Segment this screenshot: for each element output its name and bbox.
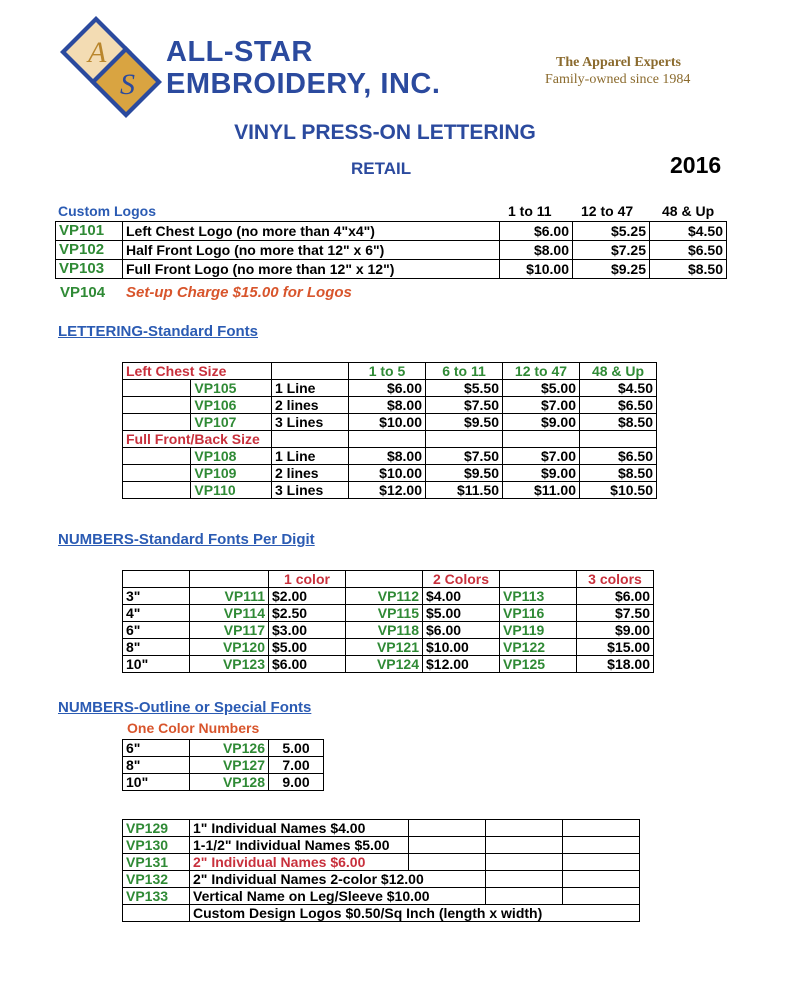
item-description: Full Front Logo (no more than 12" x 12") — [123, 260, 500, 279]
table-row — [123, 757, 324, 774]
empty-cell — [486, 854, 563, 871]
empty-cell — [190, 571, 269, 588]
size-cell: 10" — [123, 656, 190, 673]
company-name-line2: EMBROIDERY, INC. — [166, 68, 441, 100]
price-cell: $10.00 — [500, 260, 573, 279]
empty-cell — [426, 431, 503, 448]
empty-cell — [563, 837, 640, 854]
price-cell: $7.50 — [426, 397, 503, 414]
col-12-to-47: 12 to 47 — [581, 203, 634, 219]
table-row — [123, 588, 654, 605]
item-description: 2" Individual Names $6.00 — [190, 854, 409, 871]
col-header: 1 color — [269, 571, 346, 588]
price-cell: $12.00 — [423, 656, 500, 673]
price-cell: $6.50 — [580, 397, 657, 414]
price-cell: $10.50 — [580, 482, 657, 499]
item-description: Half Front Logo (no more that 12" x 6") — [123, 241, 500, 260]
empty-cell — [486, 820, 563, 837]
table-row — [123, 380, 657, 397]
table-row — [123, 774, 324, 791]
item-code: VP112 — [346, 588, 423, 605]
price-cell: $6.00 — [349, 380, 426, 397]
table-row — [123, 605, 654, 622]
empty-cell — [123, 905, 190, 922]
page-subtitle: RETAIL — [351, 159, 412, 178]
empty-cell — [409, 837, 486, 854]
price-cell: $7.25 — [573, 241, 650, 260]
item-description: 1-1/2" Individual Names $5.00 — [190, 837, 409, 854]
price-cell: $6.00 — [500, 222, 573, 241]
item-code: VP106 — [191, 397, 272, 414]
col-48-up: 48 & Up — [662, 203, 715, 219]
empty-cell — [580, 431, 657, 448]
custom-logos-table — [55, 221, 727, 279]
table-row — [56, 222, 727, 241]
table-row — [123, 639, 654, 656]
item-description: Vertical Name on Leg/Sleeve $10.00 — [190, 888, 486, 905]
price-cell: $5.50 — [426, 380, 503, 397]
empty-cell — [409, 820, 486, 837]
numbers-outline-heading: NUMBERS-Outline or Special Fonts — [58, 699, 312, 716]
price-cell: 7.00 — [269, 757, 324, 774]
price-cell: $8.50 — [580, 465, 657, 482]
price-cell: $8.50 — [650, 260, 727, 279]
price-cell: $8.50 — [580, 414, 657, 431]
size-cell: 10" — [123, 774, 190, 791]
price-year: 2016 — [670, 152, 722, 178]
item-code: VP129 — [123, 820, 190, 837]
price-cell: $9.00 — [577, 622, 654, 639]
price-cell: $8.00 — [349, 448, 426, 465]
item-code: VP127 — [190, 757, 269, 774]
col-header: 48 & Up — [580, 363, 657, 380]
price-cell: $5.00 — [269, 639, 346, 656]
price-cell: $8.00 — [500, 241, 573, 260]
lines-cell: 3 Lines — [272, 482, 349, 499]
table-row — [123, 820, 640, 837]
size-cell: 4" — [123, 605, 190, 622]
price-cell: $5.00 — [503, 380, 580, 397]
item-code: VP131 — [123, 854, 190, 871]
item-description: Custom Design Logos $0.50/Sq Inch (length x width) — [190, 905, 640, 922]
price-cell: $2.00 — [269, 588, 346, 605]
names-table — [122, 819, 640, 922]
price-cell: $8.00 — [349, 397, 426, 414]
col-header: 6 to 11 — [426, 363, 503, 380]
item-code: VP126 — [190, 740, 269, 757]
lines-cell: 2 lines — [272, 465, 349, 482]
item-code: VP111 — [190, 588, 269, 605]
full-front-back-size-label: Full Front/Back Size — [123, 431, 272, 448]
table-row — [123, 363, 657, 380]
empty-cell — [409, 854, 486, 871]
item-code: VP101 — [56, 222, 123, 241]
col-header: 12 to 47 — [503, 363, 580, 380]
table-row — [123, 656, 654, 673]
empty-cell — [123, 414, 191, 431]
item-code: VP107 — [191, 414, 272, 431]
table-row — [123, 448, 657, 465]
empty-cell — [272, 431, 349, 448]
empty-cell — [563, 854, 640, 871]
item-description: 1" Individual Names $4.00 — [190, 820, 409, 837]
price-cell: $4.50 — [650, 222, 727, 241]
table-row — [123, 871, 640, 888]
item-code: VP110 — [191, 482, 272, 499]
size-cell: 6" — [123, 740, 190, 757]
numbers-standard-table — [122, 570, 654, 673]
empty-cell — [346, 571, 423, 588]
price-cell: $15.00 — [577, 639, 654, 656]
setup-code: VP104 — [60, 284, 106, 301]
empty-cell — [272, 363, 349, 380]
price-cell: $6.00 — [269, 656, 346, 673]
col-1-to-11: 1 to 11 — [508, 203, 552, 219]
numbers-standard-heading: NUMBERS-Standard Fonts Per Digit — [58, 531, 315, 548]
table-row — [123, 740, 324, 757]
one-color-numbers-label: One Color Numbers — [127, 720, 260, 736]
item-code: VP103 — [56, 260, 123, 279]
size-cell: 8" — [123, 639, 190, 656]
price-cell: $4.00 — [423, 588, 500, 605]
size-cell: 3" — [123, 588, 190, 605]
item-code: VP114 — [190, 605, 269, 622]
price-cell: 9.00 — [269, 774, 324, 791]
empty-cell — [349, 431, 426, 448]
price-cell: $7.50 — [426, 448, 503, 465]
col-header: 3 colors — [577, 571, 654, 588]
table-row — [56, 260, 727, 279]
empty-cell — [486, 871, 563, 888]
svg-text:S: S — [120, 68, 135, 101]
item-code: VP115 — [346, 605, 423, 622]
price-cell: $10.00 — [349, 414, 426, 431]
table-row — [123, 888, 640, 905]
lines-cell: 1 Line — [272, 380, 349, 397]
price-cell: $5.00 — [423, 605, 500, 622]
item-code: VP102 — [56, 241, 123, 260]
numbers-outline-table — [122, 739, 324, 791]
lines-cell: 1 Line — [272, 448, 349, 465]
table-row — [56, 241, 727, 260]
price-cell: $6.50 — [580, 448, 657, 465]
tagline: The Apparel Experts — [556, 55, 681, 70]
empty-cell — [500, 571, 577, 588]
price-cell: $7.50 — [577, 605, 654, 622]
item-code: VP132 — [123, 871, 190, 888]
price-cell: $11.50 — [426, 482, 503, 499]
empty-cell — [563, 888, 640, 905]
item-code: VP122 — [500, 639, 577, 656]
table-row — [123, 622, 654, 639]
item-description: Left Chest Logo (no more than 4"x4") — [123, 222, 500, 241]
price-cell: $7.00 — [503, 397, 580, 414]
price-cell: $10.00 — [423, 639, 500, 656]
price-cell: $6.00 — [423, 622, 500, 639]
lines-cell: 2 lines — [272, 397, 349, 414]
price-cell: $4.50 — [580, 380, 657, 397]
empty-cell — [503, 431, 580, 448]
price-cell: $6.00 — [577, 588, 654, 605]
empty-cell — [123, 448, 191, 465]
item-code: VP109 — [191, 465, 272, 482]
table-row — [123, 837, 640, 854]
item-code: VP118 — [346, 622, 423, 639]
price-cell: $7.00 — [503, 448, 580, 465]
page-title: VINYL PRESS-ON LETTERING — [234, 121, 536, 144]
item-code: VP121 — [346, 639, 423, 656]
table-row — [123, 397, 657, 414]
price-cell: $2.50 — [269, 605, 346, 622]
empty-cell — [486, 837, 563, 854]
table-row — [123, 465, 657, 482]
table-row — [123, 414, 657, 431]
price-cell: $3.00 — [269, 622, 346, 639]
item-code: VP120 — [190, 639, 269, 656]
table-row — [123, 905, 640, 922]
empty-cell — [563, 820, 640, 837]
table-row — [123, 571, 654, 588]
empty-cell — [123, 482, 191, 499]
setup-charge-text: Set-up Charge $15.00 for Logos — [126, 284, 352, 301]
price-cell: $10.00 — [349, 465, 426, 482]
price-cell: $9.50 — [426, 414, 503, 431]
item-code: VP119 — [500, 622, 577, 639]
empty-cell — [123, 397, 191, 414]
item-code: VP128 — [190, 774, 269, 791]
price-cell: $9.25 — [573, 260, 650, 279]
lettering-table — [122, 362, 657, 499]
empty-cell — [486, 888, 563, 905]
svg-text:A: A — [88, 36, 107, 69]
family-owned-text: Family-owned since 1984 — [545, 72, 691, 87]
size-cell: 6" — [123, 622, 190, 639]
lettering-heading: LETTERING-Standard Fonts — [58, 323, 258, 340]
item-code: VP113 — [500, 588, 577, 605]
col-header: 1 to 5 — [349, 363, 426, 380]
item-code: VP125 — [500, 656, 577, 673]
company-name-line1: ALL-STAR — [166, 36, 313, 68]
item-code: VP108 — [191, 448, 272, 465]
item-code: VP133 — [123, 888, 190, 905]
item-code: VP123 — [190, 656, 269, 673]
price-cell: $9.50 — [426, 465, 503, 482]
item-code: VP130 — [123, 837, 190, 854]
item-description: 2" Individual Names 2-color $12.00 — [190, 871, 486, 888]
table-row — [123, 482, 657, 499]
price-cell: $5.25 — [573, 222, 650, 241]
empty-cell — [123, 571, 190, 588]
col-header: 2 Colors — [423, 571, 500, 588]
lines-cell: 3 Lines — [272, 414, 349, 431]
table-row — [123, 431, 657, 448]
table-row — [123, 854, 640, 871]
item-code: VP117 — [190, 622, 269, 639]
item-code: VP116 — [500, 605, 577, 622]
price-cell: $11.00 — [503, 482, 580, 499]
empty-cell — [123, 465, 191, 482]
price-cell: 5.00 — [269, 740, 324, 757]
price-cell: $18.00 — [577, 656, 654, 673]
price-cell: $9.00 — [503, 414, 580, 431]
company-logo — [58, 14, 168, 124]
left-chest-size-label: Left Chest Size — [123, 363, 272, 380]
price-cell: $6.50 — [650, 241, 727, 260]
size-cell: 8" — [123, 757, 190, 774]
price-cell: $12.00 — [349, 482, 426, 499]
item-code: VP124 — [346, 656, 423, 673]
empty-cell — [123, 380, 191, 397]
custom-logos-heading: Custom Logos — [58, 203, 156, 219]
price-cell: $9.00 — [503, 465, 580, 482]
empty-cell — [563, 871, 640, 888]
item-code: VP105 — [191, 380, 272, 397]
